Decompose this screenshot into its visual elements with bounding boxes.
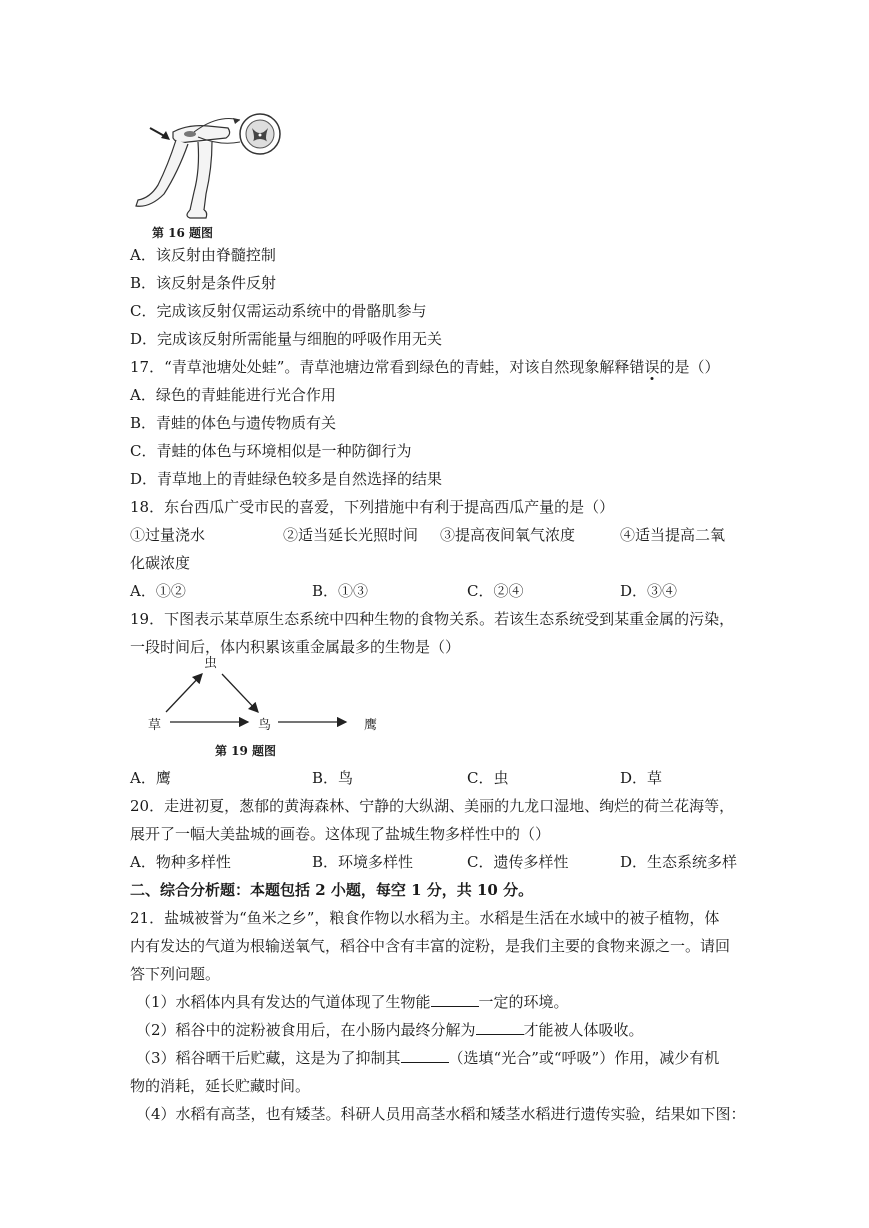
q18-item-2: ②适当延长光照时间 bbox=[283, 526, 419, 544]
q21-stem-line1: 21．盐城被誉为“鱼米之乡”，粮食作物以水稻为主。水稻是生活在水域中的被子植物，体 bbox=[130, 909, 720, 927]
node-grass: 草 bbox=[148, 718, 162, 733]
q19-option-a: A．鹰 bbox=[130, 769, 171, 787]
figure-16 bbox=[128, 110, 288, 220]
q21-stem-line3: 答下列问题。 bbox=[130, 965, 221, 983]
q18-option-c: C．②④ bbox=[467, 582, 524, 600]
q19-option-c: C．虫 bbox=[467, 769, 509, 787]
q19-option-d: D．草 bbox=[620, 769, 663, 787]
q19-stem-line2: 一段时间后，体内积累该重金属最多的生物是（） bbox=[130, 638, 461, 656]
q20-option-c: C．遗传多样性 bbox=[467, 853, 569, 871]
q20-stem-line2: 展开了一幅大美盐城的画卷。这体现了盐城生物多样性中的（） bbox=[130, 825, 551, 843]
figure-19-food-web bbox=[140, 652, 390, 747]
q18-option-a: A．①② bbox=[130, 582, 186, 600]
q18-option-d: D．③④ bbox=[620, 582, 678, 600]
node-insect: 虫 bbox=[204, 656, 218, 671]
node-hawk: 鹰 bbox=[364, 718, 378, 733]
q17-option-a: A．绿色的青蛙能进行光合作用 bbox=[130, 386, 336, 404]
q21-part-3: （3）稻谷晒干后贮藏，这是为了抑制其 （选填“光合”或“呼吸”）作用，减少有机 bbox=[136, 1049, 720, 1067]
q17-emphasis: 误 bbox=[644, 358, 660, 376]
q21-part-1: （1）水稻体内具有发达的气道体现了生物能 一定的环境。 bbox=[136, 993, 569, 1011]
knee-jerk-reflex-icon bbox=[128, 110, 288, 220]
answer-blank-3[interactable] bbox=[401, 1048, 449, 1063]
node-bird: 鸟 bbox=[258, 718, 272, 733]
q18-item-4: ④适当提高二氧 bbox=[620, 526, 726, 544]
q21-part-4: （4）水稻有高茎，也有矮茎。科研人员用高茎水稻和矮茎水稻进行遗传实验，结果如下图： bbox=[136, 1105, 746, 1123]
q19-stem-line1: 19．下图表示某草原生态系统中四种生物的食物关系。若该生态系统受到某重金属的污染， bbox=[130, 610, 735, 628]
q17-option-d: D．青草地上的青蛙绿色较多是自然选择的结果 bbox=[130, 470, 443, 488]
answer-blank-1[interactable] bbox=[431, 992, 479, 1007]
q21-part-3-cont: 物的消耗，延长贮藏时间。 bbox=[130, 1077, 311, 1095]
q17-stem: 17．“青草池塘处处蛙”。青草池塘边常看到绿色的青蛙，对该自然现象解释错误的是（） bbox=[130, 358, 720, 376]
q16-option-d: D．完成该反射所需能量与细胞的呼吸作用无关 bbox=[130, 330, 443, 348]
answer-blank-2[interactable] bbox=[476, 1020, 524, 1035]
q20-stem-line1: 20．走进初夏，葱郁的黄海森林、宁静的大纵湖、美丽的九龙口湿地、绚烂的荷兰花海等， bbox=[130, 797, 735, 815]
q16-option-c: C．完成该反射仅需运动系统中的骨骼肌参与 bbox=[130, 302, 427, 320]
q17-option-c: C．青蛙的体色与环境相似是一种防御行为 bbox=[130, 442, 412, 460]
q16-option-b: B．该反射是条件反射 bbox=[130, 274, 277, 292]
figure-16-caption: 第 16 题图 bbox=[152, 226, 214, 240]
q20-option-a: A．物种多样性 bbox=[130, 853, 231, 871]
q21-stem-line2: 内有发达的气道为根输送氧气，稻谷中含有丰富的淀粉，是我们主要的食物来源之一。请回 bbox=[130, 937, 731, 955]
section-2-heading: 二、综合分析题：本题包括 2 小题，每空 1 分，共 10 分。 bbox=[130, 881, 534, 899]
q18-item-4-cont: 化碳浓度 bbox=[130, 554, 191, 572]
q18-item-1: ①过量浇水 bbox=[130, 526, 206, 544]
q16-option-a: A．该反射由脊髓控制 bbox=[130, 246, 276, 264]
q20-option-b: B．环境多样性 bbox=[312, 853, 414, 871]
q18-option-b: B．①③ bbox=[312, 582, 369, 600]
figure-19-caption: 第 19 题图 bbox=[215, 744, 277, 758]
q17-option-b: B．青蛙的体色与遗传物质有关 bbox=[130, 414, 337, 432]
q21-part-2: （2）稻谷中的淀粉被食用后，在小肠内最终分解为 才能被人体吸收。 bbox=[136, 1021, 644, 1039]
q18-item-3: ③提高夜间氧气浓度 bbox=[440, 526, 576, 544]
q19-option-b: B．鸟 bbox=[312, 769, 354, 787]
q18-stem: 18．东台西瓜广受市民的喜爱，下列措施中有利于提高西瓜产量的是（） bbox=[130, 498, 615, 516]
q20-option-d: D．生态系统多样 bbox=[620, 853, 738, 871]
